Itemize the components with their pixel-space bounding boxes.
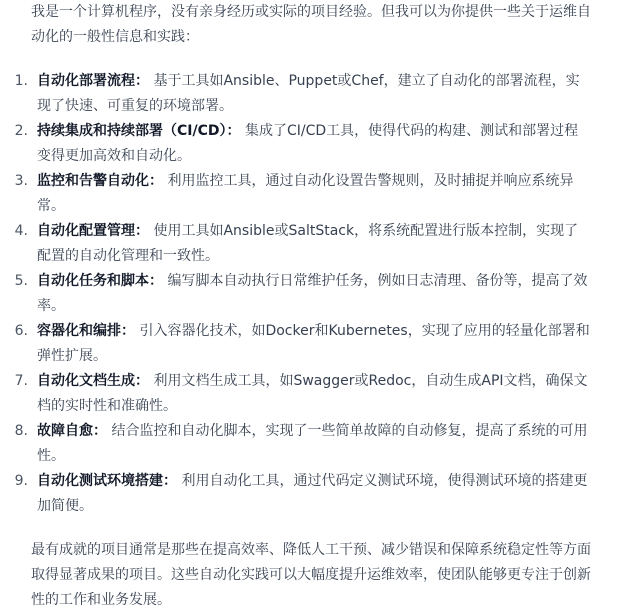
list-item-title: 自动化任务和脚本： — [37, 273, 163, 289]
list-item-text: 利用自动化工具，通过代码定义测试环境，使得测试环境的搭建更加简便。 — [37, 473, 588, 514]
list-item-number: 7. — [14, 373, 28, 389]
list-item-title: 自动化测试环境搭建： — [37, 473, 177, 489]
list-item-text: 利用文档生成工具，如Swagger或Redoc，自动生成API文档，确保文档的实时性和准确性。 — [37, 373, 588, 414]
list-item-text: 结合监控和自动化脚本，实现了一些简单故障的自动修复，提高了系统的可用性。 — [37, 423, 588, 464]
list-item — [14, 369, 591, 419]
list-item-number: 4. — [14, 223, 28, 239]
list-item-title: 容器化和编排： — [37, 323, 135, 339]
list-item-text: 编写脚本自动执行日常维护任务，例如日志清理、备份等，提高了效率。 — [37, 273, 588, 314]
list-item-text: 使用工具如Ansible或SaltStack，将系统配置进行版本控制，实现了配置的自动化管理和一致性。 — [37, 223, 579, 264]
list-item — [14, 169, 591, 219]
list-item — [14, 319, 591, 369]
list-item-text: 引入容器化技术，如Docker和Kubernetes，实现了应用的轻量化部署和弹性扩展。 — [37, 323, 590, 364]
list-item-title: 监控和告警自动化： — [37, 173, 163, 189]
list-item — [14, 69, 591, 119]
list-item-number: 2. — [14, 123, 28, 139]
list-item-title: 持续集成和持续部署（CI/CD）： — [37, 123, 241, 139]
list-item-title: 自动化文档生成： — [37, 373, 149, 389]
list-item-title: 故障自愈： — [37, 423, 107, 439]
assistant-message — [14, 0, 591, 613]
list-item-text: 利用监控工具，通过自动化设置告警规则，及时捕捉并响应系统异常。 — [37, 173, 574, 214]
list-item-text: 基于工具如Ansible、Puppet或Chef，建立了自动化的部署流程，实现了快速、可重复的环境部署。 — [37, 73, 580, 114]
list-item-number: 5. — [14, 273, 28, 289]
list-item — [14, 419, 591, 469]
list-item — [14, 119, 591, 169]
practice-list — [14, 69, 591, 519]
intro-paragraph: 我是一个计算机程序，没有亲身经历或实际的项目经验。但我可以为你提供一些关于运维自动化的一般性信息和实践： — [31, 4, 591, 45]
list-item-number: 6. — [14, 323, 28, 339]
list-item-number: 3. — [14, 173, 28, 189]
list-item — [14, 269, 591, 319]
list-item-number: 1. — [14, 73, 28, 89]
list-item-title: 自动化部署流程： — [37, 73, 149, 89]
list-item — [14, 469, 591, 519]
list-item-text: 集成了CI/CD工具，使得代码的构建、测试和部署过程变得更加高效和自动化。 — [37, 123, 579, 164]
list-item — [14, 219, 591, 269]
list-item-number: 9. — [14, 473, 28, 489]
list-item-title: 自动化配置管理： — [37, 223, 149, 239]
closing-paragraph: 最有成就的项目通常是那些在提高效率、降低人工干预、减少错误和保障系统稳定性等方面取得显著成果的项目。这些自动化实践可以大幅度提升运维效率，使团队能够更专注于创新性的工作和业务发展。 — [31, 542, 591, 608]
list-item-number: 8. — [14, 423, 28, 439]
